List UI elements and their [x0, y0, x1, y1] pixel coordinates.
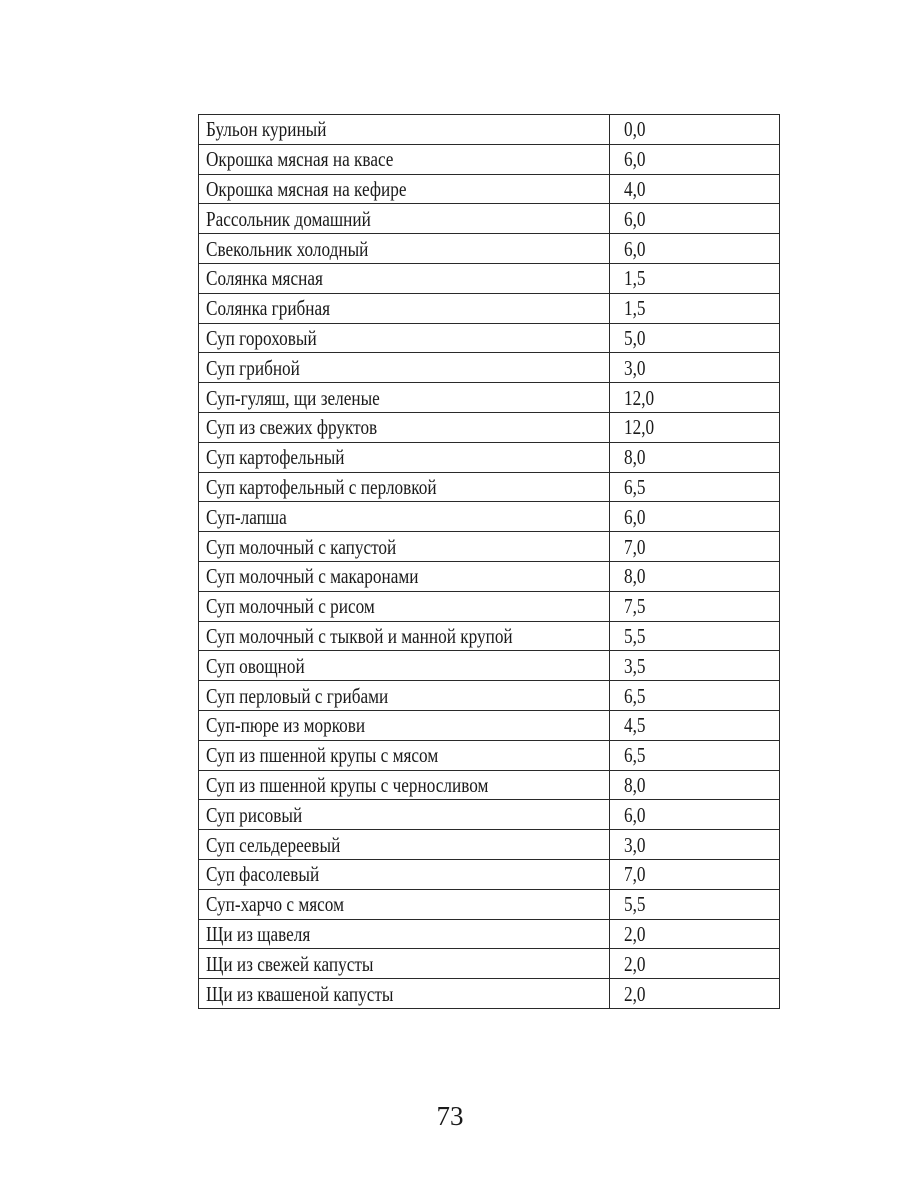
table-row [199, 442, 780, 472]
dish-value-cell [610, 263, 780, 293]
dish-name: Суп гороховый [206, 325, 317, 350]
dish-name: Суп перловый с грибами [206, 683, 389, 708]
dish-name-cell [199, 234, 610, 264]
dish-value: 5,0 [624, 325, 646, 350]
dish-name: Окрошка мясная на кефире [206, 176, 407, 201]
dish-value: 6,0 [624, 802, 646, 827]
dish-name: Суп-харчо с мясом [206, 892, 344, 917]
dish-value-cell [610, 412, 780, 442]
dish-value: 2,0 [624, 921, 646, 946]
dish-name: Рассольник домашний [206, 206, 371, 231]
dish-name-cell [199, 651, 610, 681]
table-row [199, 770, 780, 800]
dish-name-cell [199, 502, 610, 532]
dish-value: 3,5 [624, 653, 646, 678]
table-row [199, 919, 780, 949]
dish-name: Щи из квашеной капусты [206, 981, 394, 1006]
dish-name: Солянка грибная [206, 296, 331, 321]
dish-value: 2,0 [624, 951, 646, 976]
dish-name-cell [199, 621, 610, 651]
table-row [199, 621, 780, 651]
dish-value: 7,0 [624, 862, 646, 887]
dish-name: Суп из пшенной крупы с мясом [206, 743, 439, 768]
dish-name: Суп грибной [206, 355, 300, 380]
dish-value-cell [610, 323, 780, 353]
dish-name-cell [199, 472, 610, 502]
dish-value-cell [610, 204, 780, 234]
dish-value-cell [610, 383, 780, 413]
dish-value: 6,5 [624, 474, 646, 499]
dish-value: 8,0 [624, 445, 646, 470]
dish-name-cell [199, 353, 610, 383]
dish-value: 3,0 [624, 832, 646, 857]
table-row [199, 710, 780, 740]
table-row [199, 800, 780, 830]
dish-value: 4,5 [624, 713, 646, 738]
dish-name-cell [199, 740, 610, 770]
table-row [199, 561, 780, 591]
dish-name-cell [199, 859, 610, 889]
table-row [199, 144, 780, 174]
dish-value: 8,0 [624, 564, 646, 589]
table-row [199, 830, 780, 860]
dish-name-cell [199, 293, 610, 323]
dish-name: Суп овощной [206, 653, 305, 678]
dish-name-cell [199, 383, 610, 413]
dish-value: 6,5 [624, 683, 646, 708]
table-row [199, 859, 780, 889]
dish-value-cell [610, 800, 780, 830]
dish-value-cell [610, 859, 780, 889]
dish-name-cell [199, 263, 610, 293]
dish-name-cell [199, 591, 610, 621]
table-row [199, 472, 780, 502]
dish-value: 1,5 [624, 266, 646, 291]
table-row [199, 740, 780, 770]
dish-value-cell [610, 949, 780, 979]
dish-value-cell [610, 353, 780, 383]
table-row [199, 353, 780, 383]
table-row [199, 383, 780, 413]
dish-value-cell [610, 889, 780, 919]
table-row [199, 323, 780, 353]
dish-value: 1,5 [624, 296, 646, 321]
dish-name-cell [199, 532, 610, 562]
dish-name: Суп молочный с капустой [206, 534, 397, 559]
dish-name: Суп сельдереевый [206, 832, 341, 857]
dish-value-cell [610, 770, 780, 800]
dish-name: Солянка мясная [206, 266, 323, 291]
dish-name-cell [199, 770, 610, 800]
table-row [199, 234, 780, 264]
dish-value: 7,0 [624, 534, 646, 559]
dish-name: Суп из свежих фруктов [206, 415, 378, 440]
dish-name: Суп фасолевый [206, 862, 320, 887]
dish-name-cell [199, 561, 610, 591]
dish-name: Щи из щавеля [206, 921, 311, 946]
table-row [199, 293, 780, 323]
page-number: 73 [436, 1101, 464, 1131]
table-row [199, 204, 780, 234]
dish-value-cell [610, 979, 780, 1009]
dish-name: Щи из свежей капусты [206, 951, 374, 976]
dish-value: 8,0 [624, 772, 646, 797]
dish-value-cell [610, 472, 780, 502]
dish-value-cell [610, 532, 780, 562]
dish-value-cell [610, 591, 780, 621]
dish-name-cell [199, 800, 610, 830]
table-row [199, 979, 780, 1009]
table-row [199, 115, 780, 145]
dish-value: 6,0 [624, 147, 646, 172]
table-row [199, 591, 780, 621]
dish-value-cell [610, 144, 780, 174]
table-row [199, 651, 780, 681]
dish-value: 3,0 [624, 355, 646, 380]
dish-value-cell [610, 561, 780, 591]
dish-value-cell [610, 710, 780, 740]
dish-name: Суп-пюре из моркови [206, 713, 366, 738]
dish-name: Свекольник холодный [206, 236, 369, 261]
dish-name-cell [199, 979, 610, 1009]
table-row [199, 889, 780, 919]
dish-value-cell [610, 740, 780, 770]
dish-name-cell [199, 204, 610, 234]
dish-name-cell [199, 412, 610, 442]
dish-value-cell [610, 681, 780, 711]
dish-name-cell [199, 323, 610, 353]
dish-value-cell [610, 651, 780, 681]
dish-name: Окрошка мясная на квасе [206, 147, 394, 172]
dish-name: Суп-гуляш, щи зеленые [206, 385, 380, 410]
dish-value-cell [610, 174, 780, 204]
table-body [199, 115, 780, 1009]
dish-value: 6,0 [624, 206, 646, 231]
dish-value: 7,5 [624, 594, 646, 619]
dish-value: 6,5 [624, 743, 646, 768]
dish-value-cell [610, 115, 780, 145]
dish-value-cell [610, 293, 780, 323]
dish-value: 6,0 [624, 504, 646, 529]
dish-value-cell [610, 830, 780, 860]
dish-name-cell [199, 115, 610, 145]
dish-value-cell [610, 502, 780, 532]
dish-value-cell [610, 919, 780, 949]
dish-value-cell [610, 234, 780, 264]
dish-name: Суп-лапша [206, 504, 287, 529]
dish-name: Бульон куриный [206, 117, 327, 142]
table-row [199, 532, 780, 562]
dish-name-cell [199, 919, 610, 949]
dish-name-cell [199, 889, 610, 919]
table-row [199, 263, 780, 293]
dish-name: Суп рисовый [206, 802, 303, 827]
table-row [199, 681, 780, 711]
table-row [199, 949, 780, 979]
dish-value: 5,5 [624, 892, 646, 917]
dish-value: 4,0 [624, 176, 646, 201]
dish-value: 12,0 [624, 415, 655, 440]
dish-name: Суп молочный с тыквой и манной крупой [206, 623, 513, 648]
dish-value: 2,0 [624, 981, 646, 1006]
dish-name-cell [199, 830, 610, 860]
dish-value: 0,0 [624, 117, 646, 142]
dish-name-cell [199, 949, 610, 979]
food-values-table [198, 114, 780, 1009]
dish-value: 6,0 [624, 236, 646, 261]
table-row [199, 412, 780, 442]
dish-name: Суп молочный с макаронами [206, 564, 419, 589]
table-row [199, 174, 780, 204]
table-row [199, 502, 780, 532]
dish-name: Суп картофельный с перловкой [206, 474, 437, 499]
dish-name-cell [199, 144, 610, 174]
dish-name-cell [199, 710, 610, 740]
dish-name-cell [199, 442, 610, 472]
dish-value-cell [610, 442, 780, 472]
dish-name: Суп молочный с рисом [206, 594, 375, 619]
dish-name: Суп из пшенной крупы с черносливом [206, 772, 489, 797]
dish-value: 12,0 [624, 385, 655, 410]
dish-value: 5,5 [624, 623, 646, 648]
dish-value-cell [610, 621, 780, 651]
dish-name: Суп картофельный [206, 445, 345, 470]
dish-name-cell [199, 174, 610, 204]
dish-name-cell [199, 681, 610, 711]
